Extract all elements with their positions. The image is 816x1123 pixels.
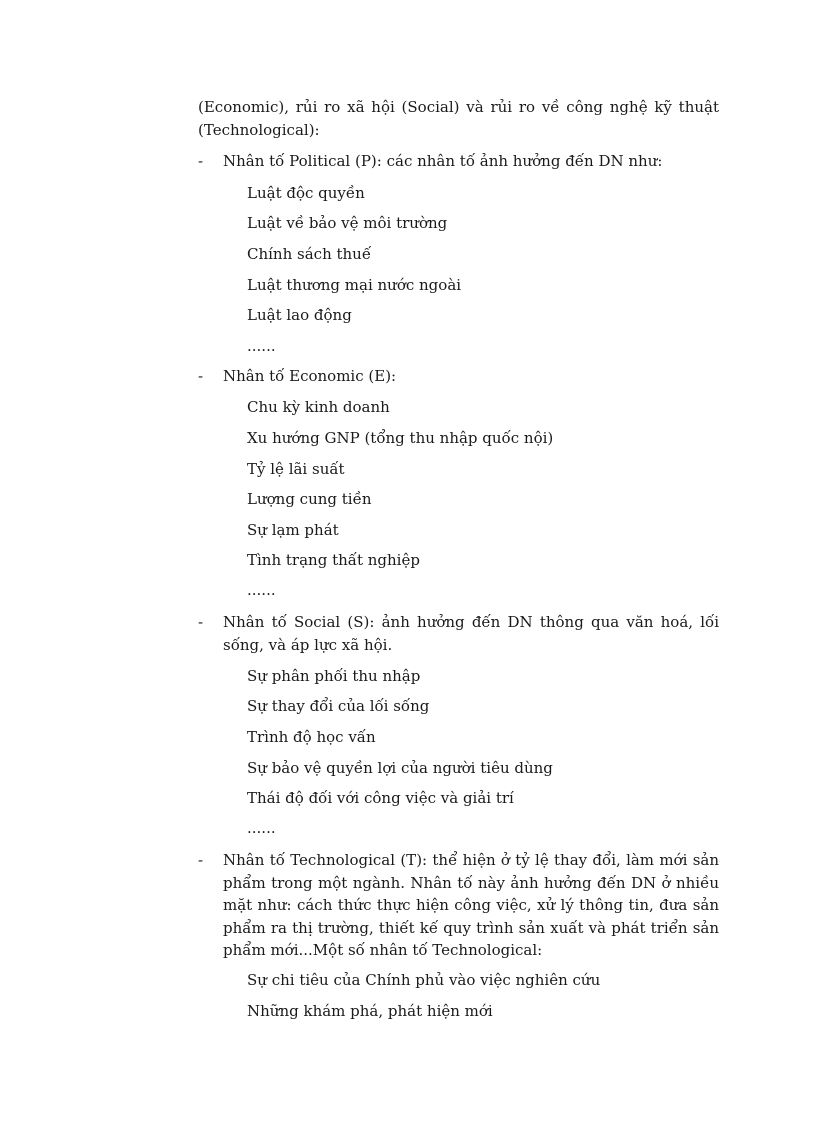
list-item-ellipsis: ...... (247, 819, 276, 837)
bullet-dash: - (198, 152, 204, 170)
bullet-text-political: Nhân tố Political (P): các nhân tố ảnh hưởng đến DN như: (223, 152, 663, 170)
list-item: Luật lao động (247, 306, 352, 324)
list-item: Những khám phá, phát hiện mới (247, 1002, 493, 1020)
bullet-social (198, 611, 719, 656)
list-item: Sự chi tiêu của Chính phủ vào việc nghiên cứu (247, 971, 601, 989)
list-item: Lượng cung tiền (247, 490, 372, 508)
bullet-dash: - (198, 613, 204, 631)
list-item: Sự bảo vệ quyền lợi của người tiêu dùng (247, 759, 553, 777)
list-item: Tỷ lệ lãi suất (247, 460, 345, 478)
bullet-political (198, 150, 719, 173)
list-item-ellipsis: ...... (247, 337, 276, 355)
list-item: Chu kỳ kinh doanh (247, 398, 390, 416)
list-item: Sự thay đổi của lối sống (247, 697, 430, 715)
list-item: Luật độc quyền (247, 184, 365, 202)
list-item: Xu hướng GNP (tổng thu nhập quốc nội) (247, 429, 554, 447)
bullet-technological (198, 849, 719, 962)
bullet-economic (198, 365, 719, 388)
bullet-text-social: Nhân tố Social (S): ảnh hưởng đến DN thông qua văn hoá, lối sống, và áp lực xã hội. (223, 613, 719, 654)
intro-paragraph: (Economic), rủi ro xã hội (Social) và rủi ro về công nghệ kỹ thuật (Technological): (198, 98, 719, 139)
list-item: Sự lạm phát (247, 521, 339, 539)
list-item: Tình trạng thất nghiệp (247, 551, 420, 569)
bullet-dash: - (198, 851, 204, 869)
list-item: Chính sách thuế (247, 245, 372, 263)
list-item-ellipsis: ...... (247, 581, 276, 599)
bullet-text-technological: Nhân tố Technological (T): thể hiện ở tỷ lệ thay đổi, làm mới sản phẩm trong một ngành. Nhân tố này ảnh hưởng đến DN ở nhiều mặt như: cách thức thực hiện công việc, xử lý thông tin, đưa sản phẩm ra thị trường, thiết kế quy trình sản xuất và phát triển sản phẩm mới...Một số nhân tố Technological: (223, 851, 719, 959)
list-item: Trình độ học vấn (247, 728, 376, 746)
bullet-text-economic: Nhân tố Economic (E): (223, 367, 397, 385)
bullet-dash: - (198, 367, 204, 385)
list-item: Thái độ đối với công việc và giải trí (247, 789, 514, 807)
list-item: Sự phân phối thu nhập (247, 667, 421, 685)
list-item: Luật về bảo vệ môi trường (247, 214, 448, 232)
list-item: Luật thương mại nước ngoài (247, 276, 462, 294)
